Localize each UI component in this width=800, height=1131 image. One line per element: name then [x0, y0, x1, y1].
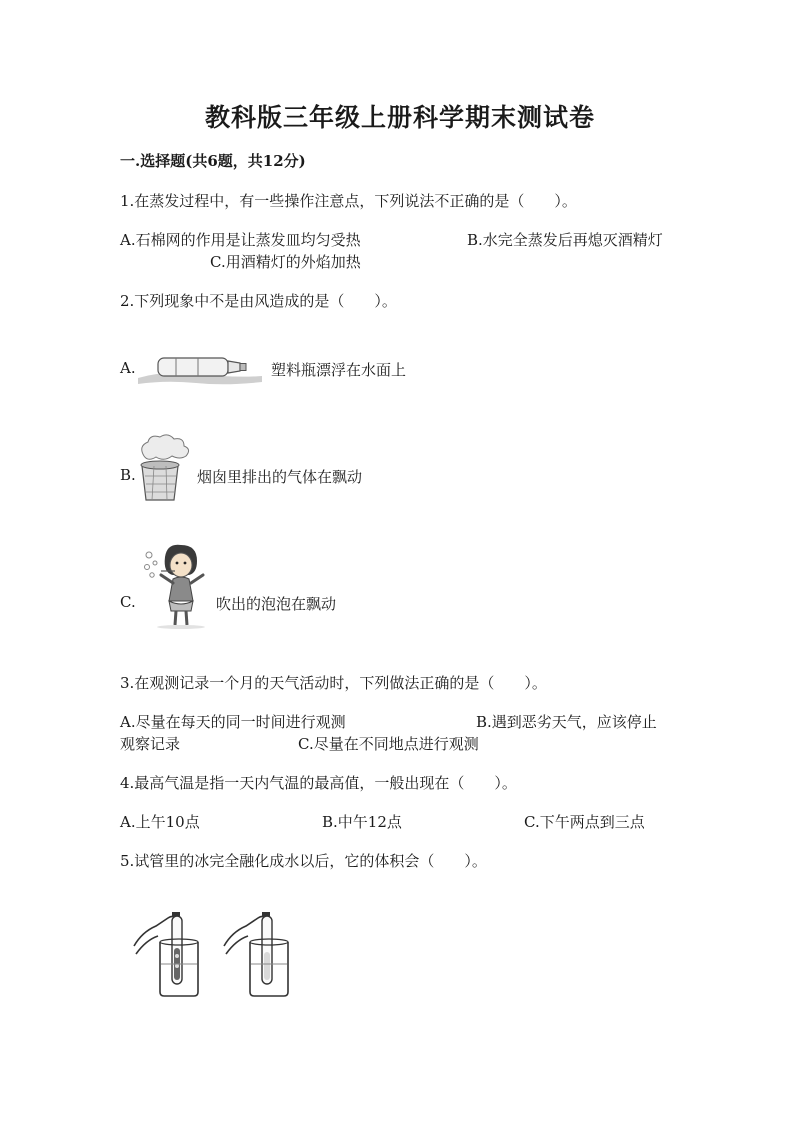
q2-option-c-text: 吹出的泡泡在飘动	[216, 595, 337, 613]
q2-option-a-text: 塑料瓶漂浮在水面上	[271, 361, 407, 379]
q3-option-b-continued: 观察记录	[120, 735, 181, 753]
q4-option-c: C.下午两点到三点	[524, 813, 645, 831]
water-in-test-tube-illustration	[222, 906, 300, 998]
q3-option-c: C.尽量在不同地点进行观测	[298, 735, 479, 753]
q3-option-b: B.遇到恶劣天气，应该停止	[476, 713, 657, 731]
q3-option-a: A.尽量在每天的同一时间进行观测	[120, 713, 346, 731]
question-1: 1.在蒸发过程中，有一些操作注意点，下列说法不正确的是（ ）。	[120, 192, 577, 210]
chimney-smoke-illustration	[134, 432, 196, 502]
q1-option-c: C.用酒精灯的外焰加热	[210, 253, 361, 271]
page-title: 教科版三年级上册科学期末测试卷	[204, 103, 595, 132]
question-5: 5.试管里的冰完全融化成水以后，它的体积会（ ）。	[120, 852, 487, 870]
section-heading: 一.选择题(共6题，共12分)	[120, 152, 306, 170]
q1-option-a: A.石棉网的作用是让蒸发皿均匀受热	[120, 231, 361, 249]
q2-option-c-letter: C.	[120, 593, 136, 611]
q4-option-a: A.上午10点	[120, 813, 200, 831]
question-4: 4.最高气温是指一天内气温的最高值，一般出现在（ ）。	[120, 774, 517, 792]
floating-bottle-illustration	[136, 348, 264, 388]
q2-option-a-letter: A.	[120, 359, 136, 377]
question-3: 3.在观测记录一个月的天气活动时，下列做法正确的是（ ）。	[120, 674, 547, 692]
q2-option-b-text: 烟囱里排出的气体在飘动	[197, 468, 363, 486]
q4-option-b: B.中午12点	[322, 813, 402, 831]
q2-option-b-letter: B.	[120, 466, 136, 484]
q1-option-b: B.水完全蒸发后再熄灭酒精灯	[467, 231, 663, 249]
question-2: 2.下列现象中不是由风造成的是（ ）。	[120, 292, 397, 310]
ice-in-test-tube-illustration	[132, 906, 210, 998]
girl-blowing-bubbles-illustration	[143, 541, 211, 629]
